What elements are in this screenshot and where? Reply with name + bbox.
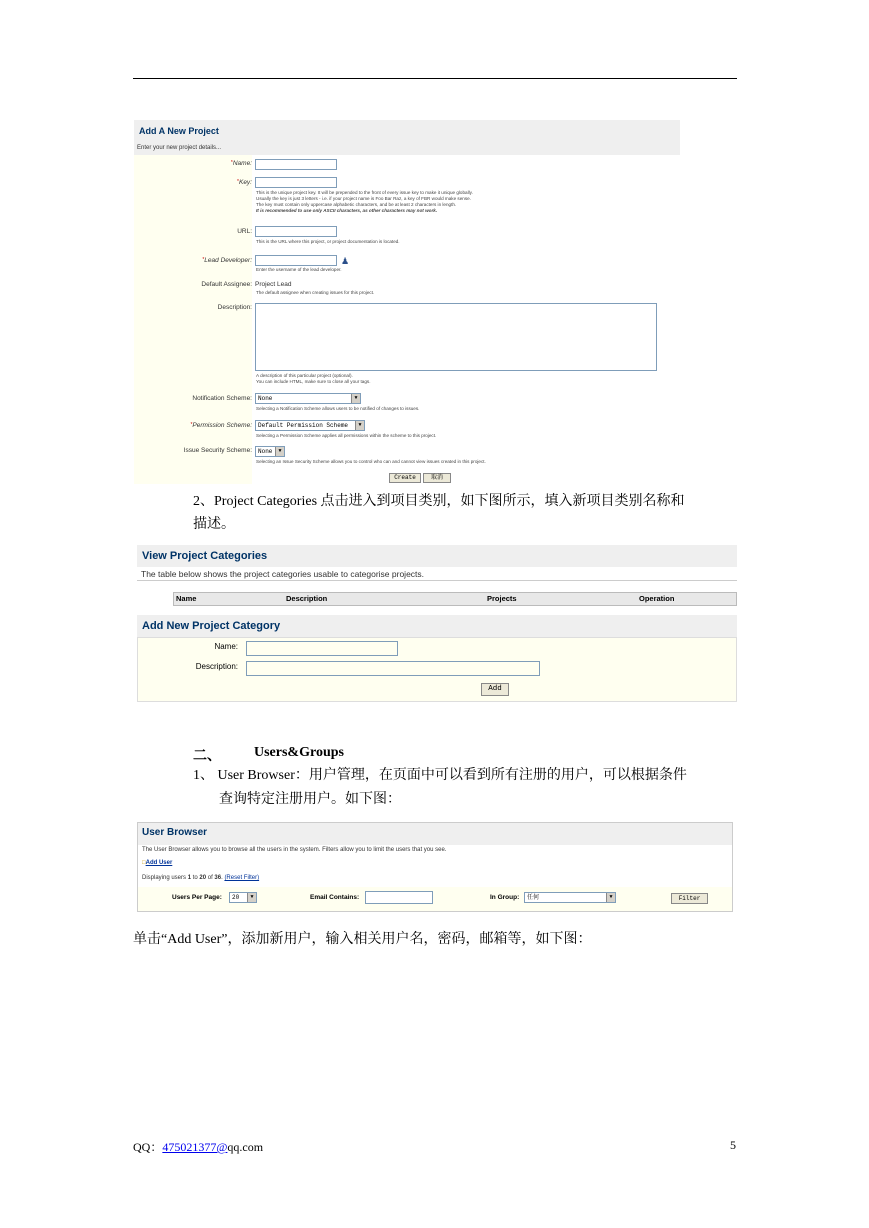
permission-help: Selecting a Permission Scheme applies all permissions within the scheme to this project. [256,433,437,438]
add-category-title: Add New Project Category [137,615,737,637]
lead-help: Enter the username of the lead developer. [256,267,342,272]
add-project-title: Add A New Project [134,120,680,142]
assignee-value: Project Lead [255,281,292,288]
description-help-2: You can include HTML, make sure to close all your tags. [256,379,371,384]
column-name[interactable]: Name [176,594,197,603]
chevron-down-icon: ▼ [606,893,615,902]
view-categories-desc: The table below shows the project categories usable to categorise projects. [137,567,737,581]
filter-button[interactable]: Filter [671,893,708,904]
users-per-page-select[interactable]: 20 ▼ [229,892,257,903]
url-input[interactable] [255,226,337,237]
categories-screenshot [137,545,737,702]
paragraph-categories-line1: 2、Project Categories 点击进入到项目类别，如下图所示，填入新项目类别名称和 [193,494,685,509]
description-textarea[interactable] [255,303,657,371]
add-user-paragraph: 单击“Add User”，添加新用户，输入相关用户名，密码，邮箱等，如下图： [133,932,592,947]
chevron-down-icon: ▼ [275,447,284,456]
security-select[interactable]: None ▼ [255,446,285,457]
add-category-button[interactable]: Add [481,683,509,696]
displaying-users-text: Displaying users 1 to 20 of 36. (Reset Filter) [142,875,260,881]
assignee-label: Default Assignee: [201,281,252,288]
email-contains-label: Email Contains: [310,894,360,901]
user-browser-paragraph-line2: 查询特定注册用户。如下图： [219,792,401,807]
user-browser-screenshot [137,822,733,912]
footer-email-link[interactable]: 475021377@ [162,1140,228,1154]
key-help-2: Usually the key is just 3 letters - i.e. if your project name is Foo Bar Raz, a key of FBR would make sense. [256,196,471,201]
chevron-down-icon: ▼ [351,394,360,403]
user-browser-title: User Browser [138,823,732,845]
header-rule [133,78,737,79]
paragraph-categories-line2: 描述。 [193,517,235,532]
view-categories-title: View Project Categories [137,545,737,567]
add-category-form [137,637,737,702]
name-input[interactable] [255,159,337,170]
categories-table-header [173,592,737,606]
assignee-help: The default assignee when creating issues for this project. [256,290,375,295]
security-label: Issue Security Scheme: [183,447,252,454]
chevron-down-icon: ▼ [355,421,364,430]
key-input[interactable] [255,177,337,188]
in-group-select[interactable]: 任何 ▼ [524,892,616,903]
users-per-page-label: Users Per Page: [172,894,222,901]
add-user-row [142,860,172,866]
url-help: This is the URL where this project, or project documentation is located. [256,239,400,244]
description-help-1: A description of this particular project (optional). [256,373,353,378]
permission-label: *Permission Scheme: [190,422,252,429]
key-help-4: It is recommended to use only ASCII characters, as other characters may not work. [256,208,438,213]
name-label: *Name: [230,160,252,167]
category-name-input[interactable] [246,641,398,656]
category-name-label: Name: [214,642,238,651]
add-user-icon: □ [142,860,146,866]
column-operation[interactable]: Operation [639,594,675,603]
label-column [134,155,252,484]
category-description-input[interactable] [246,661,540,676]
email-contains-input[interactable] [365,891,433,904]
lead-input[interactable] [255,255,337,266]
cancel-button[interactable]: 取消 [423,473,451,483]
create-button[interactable]: Create [389,473,421,483]
user-filter-bar [138,887,732,911]
reset-filter-link[interactable]: (Reset Filter) [224,875,260,881]
chevron-down-icon: ▼ [247,893,256,902]
notification-label: Notification Scheme: [192,395,252,402]
add-project-screenshot [134,120,680,484]
url-label: URL: [237,228,252,235]
lead-label: *Lead Developer: [202,257,252,264]
section-title: Users&Groups [254,745,344,760]
key-help-3: The key must contain only uppercase alphabetic characters, and be at least 2 characters in length. [256,202,457,207]
key-label: *Key: [237,179,252,186]
user-browser-desc: The User Browser allows you to browse all the users in the system. Filters allow you to limit the users that you see. [142,847,447,853]
description-label: Description: [217,304,252,311]
notification-help: Selecting a Notification Scheme allows users to be notified of changes to issues. [256,406,420,411]
notification-select[interactable]: None ▼ [255,393,361,404]
footer-contact: QQ：475021377@qq.com [133,1140,264,1154]
in-group-label: In Group: [490,894,520,901]
page-number: 5 [730,1138,736,1152]
user-browser-paragraph-line1: 1、 User Browser：用户管理，在页面中可以看到所有注册的用户，可以根据条件 [193,768,687,783]
key-help-1: This is the unique project key. It will be prepended to the front of every issue key to make it unique globally. [256,190,473,195]
section-number: 二、 [193,749,221,764]
permission-select[interactable]: Default Permission Scheme ▼ [255,420,365,431]
add-project-subtitle: Enter your new project details... [134,142,680,155]
column-description[interactable]: Description [286,594,328,603]
user-picker-icon[interactable]: ♟ [341,256,350,266]
add-user-link[interactable]: Add User [145,860,173,866]
column-projects[interactable]: Projects [487,594,517,603]
category-description-label: Description: [195,662,238,671]
security-help: Selecting an Issue Security Scheme allows you to control who can and cannot view issues created in this project. [256,459,486,464]
